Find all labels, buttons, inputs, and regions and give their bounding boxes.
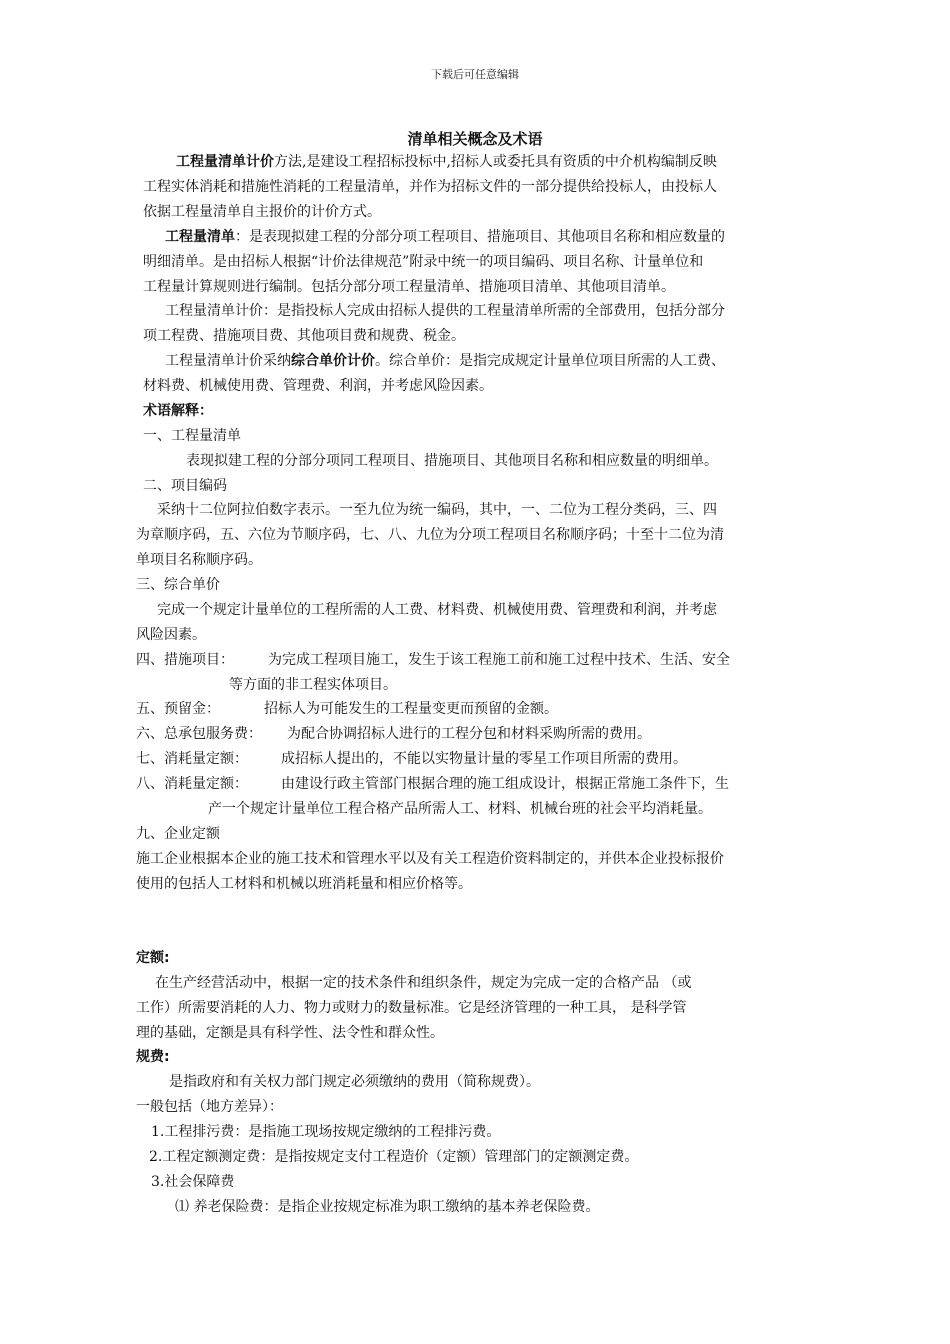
term-3-line-1: 完成一个规定计量单位的工程所需的人工费、材料费、机械使用费、管理费和利润，并考虑 bbox=[157, 602, 717, 618]
p1-line-2: 工程实体消耗和措施性消耗的工程量清单，并作为招标文件的一部分提供给投标人，由投标人 bbox=[143, 179, 717, 195]
p4-line-1: 工程量清单计价采纳综合单价计价。综合单价：是指完成规定计量单位项目所需的人工费、 bbox=[165, 353, 725, 369]
fees-line-1: 是指政府和有关权力部门规定必须缴纳的费用（简称规费）。 bbox=[169, 1074, 540, 1090]
fees-heading: 规费: bbox=[136, 1049, 170, 1065]
term-2-line-2: 为章顺序码，五、六位为节顺序码，七、八、九位为分项工程项目名称顺序码；十至十二位为清 bbox=[136, 527, 724, 543]
term-8-heading: 八、消耗量定额： bbox=[136, 776, 248, 792]
term-4-line-1: 为完成工程项目施工，发生于该工程施工前和施工过程中技术、生活、安全 bbox=[268, 652, 730, 668]
term-3-heading: 三、综合单价 bbox=[136, 577, 220, 593]
page-header: 下载后可任意编辑 bbox=[431, 68, 519, 81]
p3-line-1: 工程量清单计价：是指投标人完成由招标人提供的工程量清单所需的全部费用，包括分部分 bbox=[165, 303, 725, 319]
quota-line-1: 在生产经营活动中，根据一定的技术条件和组织条件，规定为完成一定的合格产品 （或 bbox=[155, 975, 692, 991]
term-9-line-2: 使用的包括人工材料和机械以班消耗量和相应价格等。 bbox=[136, 876, 472, 892]
term-5-heading: 五、预留金： bbox=[136, 701, 220, 717]
p4-line-2: 材料费、机械使用费、管理费、利润，并考虑风险因素。 bbox=[143, 378, 493, 394]
term-6-heading: 六、总承包服务费： bbox=[136, 726, 262, 742]
p2-line-3: 工程量计算规则进行编制。包括分部分项工程量清单、措施项目清单、其他项目清单。 bbox=[143, 279, 675, 295]
fees-item-2: 2.工程定额测定费：是指按规定支付工程造价（定额）管理部门的定额测定费。 bbox=[149, 1149, 639, 1165]
term-4-heading: 四、措施项目： bbox=[136, 652, 234, 668]
terms-heading: 术语解释： bbox=[143, 403, 213, 419]
fees-item-1: 1.工程排污费：是指施工现场按规定缴纳的工程排污费。 bbox=[151, 1124, 501, 1140]
term-2-line-3: 单项目名称顺序码。 bbox=[136, 552, 262, 568]
term-7-heading: 七、消耗量定额： bbox=[136, 751, 248, 767]
term-7-text: 成招标人提出的，不能以实物量计量的零星工作项目所需的费用。 bbox=[281, 751, 687, 767]
fees-line-2: 一般包括（地方差异）： bbox=[136, 1099, 283, 1115]
term-3-line-2: 风险因素。 bbox=[136, 627, 206, 643]
term-6-text: 为配合协调招标人进行的工程分包和材料采购所需的费用。 bbox=[287, 726, 651, 742]
p1-line-1: 工程量清单计价方法,是建设工程招标投标中,招标人或委托具有资质的中介机构编制反映 bbox=[176, 154, 717, 170]
p1-bold-term: 工程量清单计价 bbox=[176, 154, 274, 170]
term-1-heading: 一、工程量清单 bbox=[143, 428, 241, 444]
fees-item-3: 3.社会保障费 bbox=[151, 1174, 235, 1190]
term-8-line-1: 由建设行政主管部门根据合理的施工组成设计，根据正常施工条件下，生 bbox=[281, 776, 729, 792]
quota-line-3: 理的基础，定额是具有科学性、法令性和群众性。 bbox=[136, 1025, 444, 1041]
term-4-line-2: 等方面的非工程实体项目。 bbox=[229, 677, 397, 693]
term-9-heading: 九、企业定额 bbox=[136, 826, 220, 842]
p2-line-2: 明细清单。是由招标人根据“计价法律规范”附录中统一的项目编码、项目名称、计量单位和 bbox=[143, 254, 704, 270]
term-8-line-2: 产一个规定计量单位工程合格产品所需人工、材料、机械台班的社会平均消耗量。 bbox=[208, 801, 712, 817]
page-title: 清单相关概念及术语 bbox=[407, 130, 543, 148]
term-2-line-1: 采纳十二位阿拉伯数字表示。一至九位为统一编码，其中，一、二位为工程分类码，三、四 bbox=[157, 502, 717, 518]
fees-item-4: ⑴ 养老保险费：是指企业按规定标准为职工缴纳的基本养老保险费。 bbox=[175, 1199, 600, 1215]
quota-heading: 定额: bbox=[136, 950, 170, 966]
p3-line-2: 项工程费、措施项目费、其他项目费和规费、税金。 bbox=[143, 328, 465, 344]
p2-line-1: 工程量清单：是表现拟建工程的分部分项工程项目、措施项目、其他项目名称和相应数量的 bbox=[165, 229, 725, 245]
term-5-text: 招标人为可能发生的工程量变更而预留的金额。 bbox=[264, 701, 558, 717]
p2-bold-term: 工程量清单 bbox=[165, 229, 235, 245]
term-9-line-1: 施工企业根据本企业的施工技术和管理水平以及有关工程造价资料制定的，并供本企业投标报价 bbox=[136, 851, 724, 867]
quota-line-2: 工作）所需要消耗的人力、物力或财力的数量标准。它是经济管理的一种工具， 是科学管 bbox=[136, 1000, 687, 1016]
p1-line-3: 依据工程量清单自主报价的计价方式。 bbox=[143, 204, 381, 220]
term-2-heading: 二、项目编码 bbox=[143, 478, 227, 494]
p4-bold-term: 综合单价计价 bbox=[291, 353, 375, 369]
term-1-text: 表现拟建工程的分部分项同工程项目、措施项目、其他项目名称和相应数量的明细单。 bbox=[186, 453, 718, 469]
